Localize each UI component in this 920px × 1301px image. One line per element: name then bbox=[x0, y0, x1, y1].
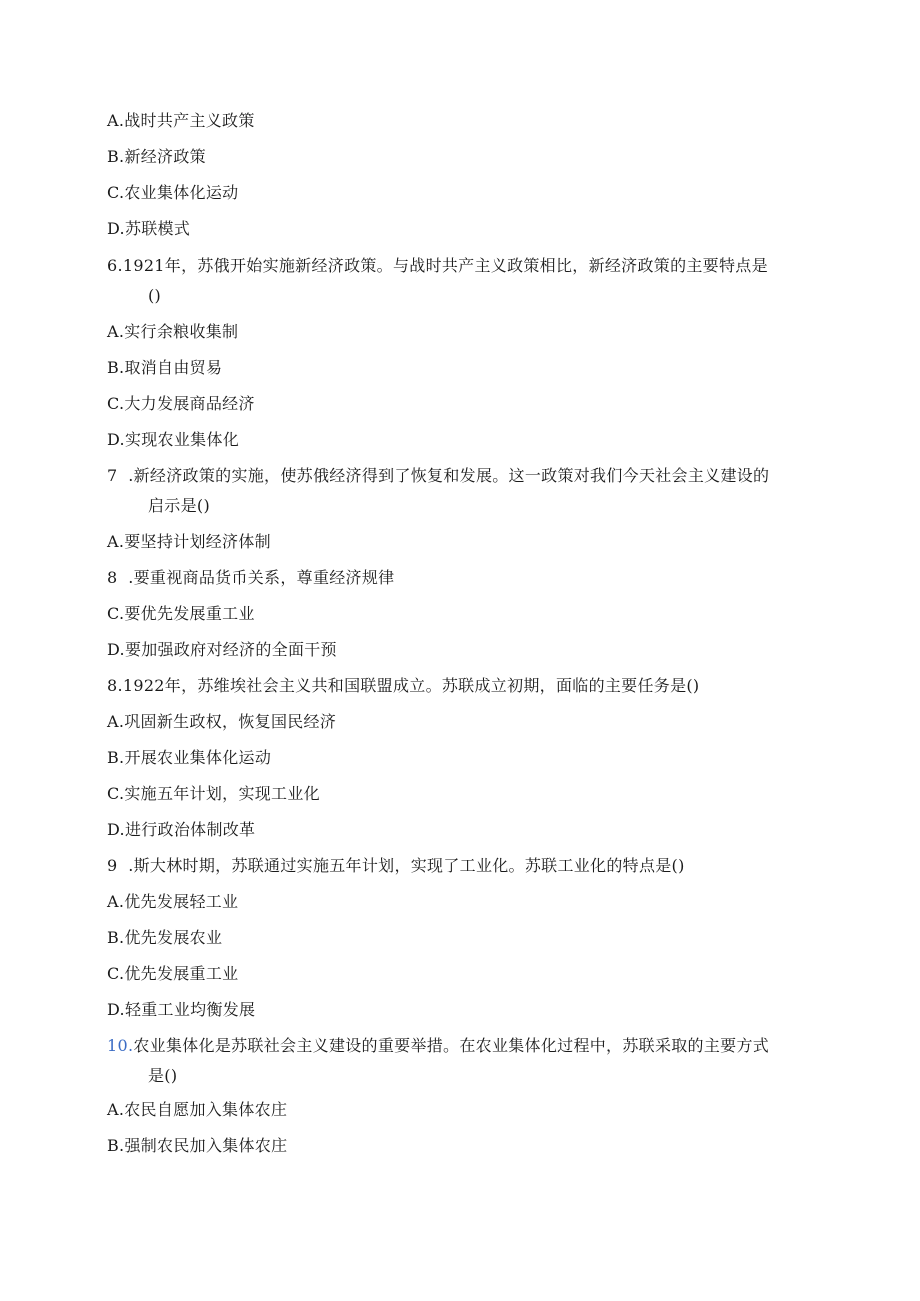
option-d-q6: D.实现农业集体化 bbox=[107, 430, 240, 449]
question-8-stem: 8.1922年，苏维埃社会主义共和国联盟成立。苏联成立初期，面临的主要任务是() bbox=[107, 676, 700, 695]
question-10-stem bbox=[107, 1036, 769, 1056]
option-c-q9: C.优先发展重工业 bbox=[107, 964, 239, 983]
option-d-q5: D.苏联模式 bbox=[107, 219, 191, 238]
option-a-q5: A.战时共产主义政策 bbox=[107, 111, 255, 130]
question-10-stem-continued: 是() bbox=[148, 1066, 178, 1085]
option-c-q8: C.实施五年计划，实现工业化 bbox=[107, 784, 320, 803]
option-a-q7: A.要坚持计划经济体制 bbox=[107, 532, 271, 551]
option-d-q7: D.要加强政府对经济的全面干预 bbox=[107, 640, 337, 659]
option-b-q5: B.新经济政策 bbox=[107, 147, 206, 166]
option-a-q10: A.农民自愿加入集体农庄 bbox=[107, 1100, 288, 1119]
option-d-q8: D.进行政治体制改革 bbox=[107, 820, 256, 839]
option-a-q6: A.实行余粮收集制 bbox=[107, 322, 239, 341]
option-d-q9: D.轻重工业均衡发展 bbox=[107, 1000, 256, 1019]
option-a-q9: A.优先发展轻工业 bbox=[107, 892, 239, 911]
option-c-q7: C.要优先发展重工业 bbox=[107, 604, 255, 623]
question-10-number: 10. bbox=[107, 1036, 134, 1055]
question-9-stem: 9 .斯大林时期，苏联通过实施五年计划，实现了工业化。苏联工业化的特点是() bbox=[107, 856, 685, 875]
question-7-stem-continued: 启示是() bbox=[148, 496, 210, 515]
question-10-text: 农业集体化是苏联社会主义建设的重要举措。在农业集体化过程中，苏联采取的主要方式 bbox=[133, 1036, 770, 1055]
option-a-q8: A.巩固新生政权，恢复国民经济 bbox=[107, 712, 337, 731]
option-b-q8: B.开展农业集体化运动 bbox=[107, 748, 272, 767]
question-7-stem: 7 .新经济政策的实施，使苏俄经济得到了恢复和发展。这一政策对我们今天社会主义建设的 bbox=[107, 466, 770, 485]
option-b-q10: B.强制农民加入集体农庄 bbox=[107, 1136, 288, 1155]
option-c-q6: C.大力发展商品经济 bbox=[107, 394, 255, 413]
option-b-q7: 8 .要重视商品货币关系，尊重经济规律 bbox=[107, 568, 395, 587]
question-6-stem: 6.1921年，苏俄开始实施新经济政策。与战时共产主义政策相比，新经济政策的主要特点是 bbox=[107, 256, 768, 275]
question-6-blank: () bbox=[148, 286, 162, 305]
option-c-q5: C.农业集体化运动 bbox=[107, 183, 239, 202]
option-b-q6: B.取消自由贸易 bbox=[107, 358, 223, 377]
option-b-q9: B.优先发展农业 bbox=[107, 928, 223, 947]
